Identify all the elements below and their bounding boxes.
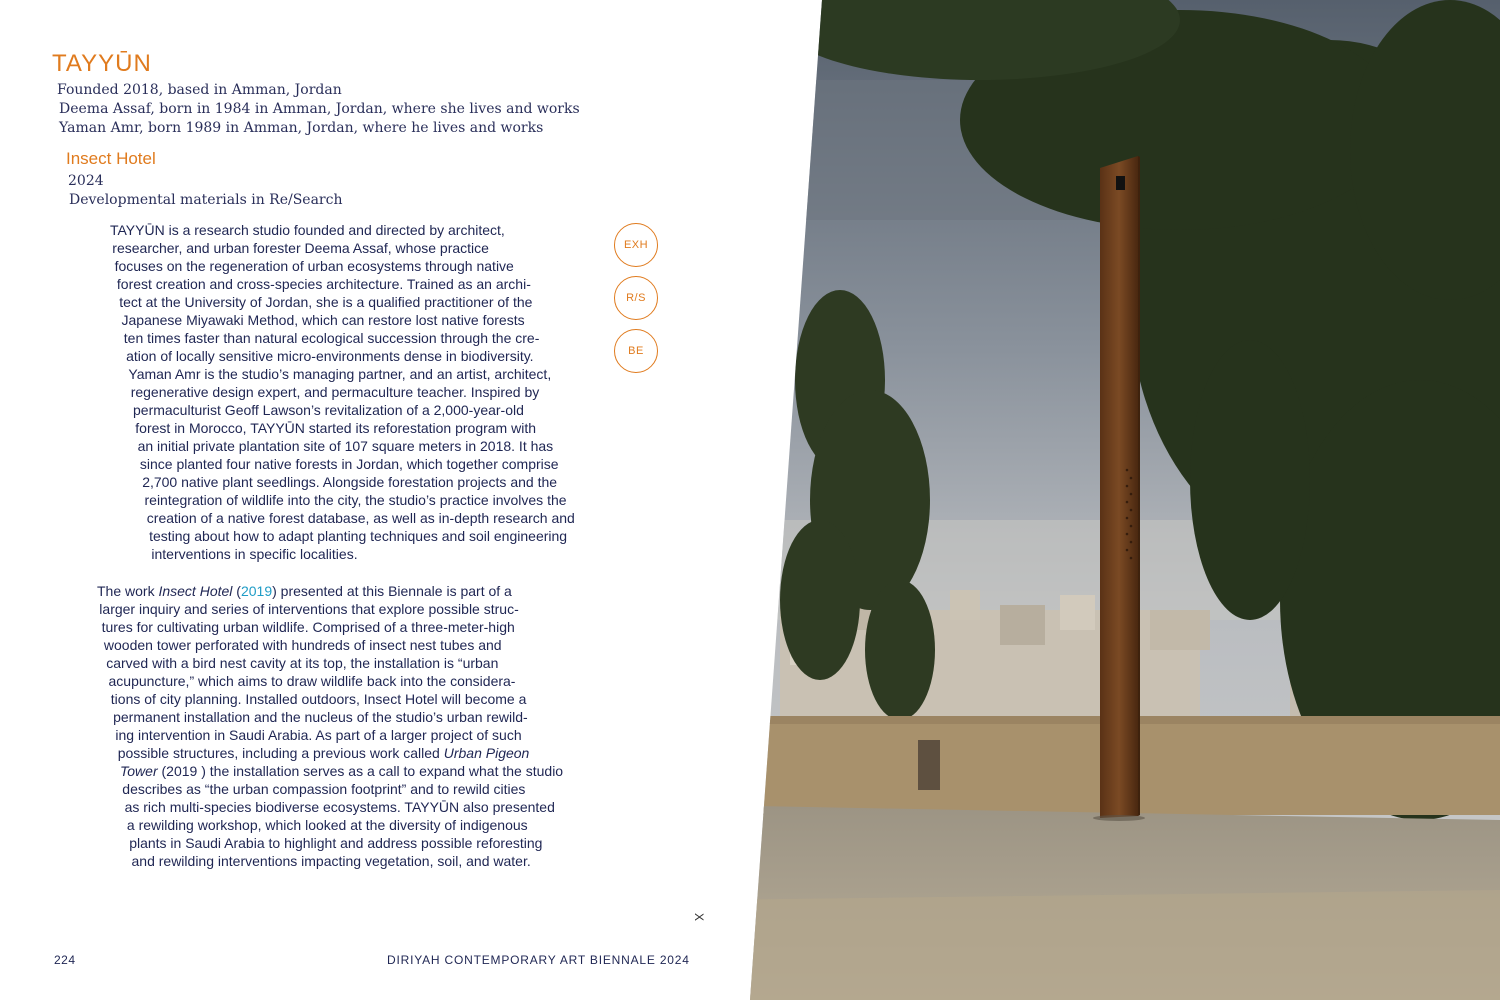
paragraph-line bbox=[106, 654, 563, 672]
text-run: ) presented at this Biennale is part of a bbox=[272, 583, 512, 599]
bio-line-founded: Founded 2018, based in Amman, Jordan bbox=[57, 82, 342, 98]
paragraph-line bbox=[127, 816, 563, 834]
paragraph-line: regenerative design expert, and permaculture teacher. Inspired by bbox=[130, 384, 540, 400]
paragraph-line bbox=[122, 780, 563, 798]
paragraph-line bbox=[113, 708, 563, 726]
text-run: tures for cultivating urban wildlife. Comprised of a three-meter-high bbox=[101, 619, 515, 635]
running-footer: DIRIYAH CONTEMPORARY ART BIENNALE 2024 bbox=[387, 953, 690, 967]
paragraph-line: ten times faster than natural ecological succession through the cre- bbox=[123, 330, 540, 346]
paragraph-line: forest in Morocco, TAYYŪN started its reforestation program with bbox=[135, 420, 536, 436]
paragraph-line: TAYYŪN is a research studio founded and directed by architect, bbox=[110, 222, 505, 238]
text-run: ( bbox=[232, 583, 241, 599]
paragraph-line: focuses on the regeneration of urban ecosystems through native bbox=[114, 258, 514, 274]
bio-line-deema: Deema Assaf, born in 1984 in Amman, Jordan, where she lives and works bbox=[59, 101, 580, 117]
paragraph-line: testing about how to adapt planting techniques and soil engineering bbox=[149, 528, 568, 544]
text-run: wooden tower perforated with hundreds of insect nest tubes and bbox=[103, 637, 502, 653]
text-run: tions of city planning. Installed outdoors, Insect Hotel will become a bbox=[110, 691, 527, 707]
text-run: possible structures, including a previous work called bbox=[117, 745, 444, 761]
paragraph-line: reintegration of wildlife into the city, the studio’s practice involves the bbox=[144, 492, 567, 508]
paragraph-line bbox=[132, 852, 564, 870]
paragraph-line bbox=[125, 798, 564, 816]
badge-rs: R/S bbox=[614, 276, 658, 320]
text-run: and rewilding interventions impacting vegetation, soil, and water. bbox=[131, 853, 531, 869]
paragraph-line bbox=[120, 762, 563, 780]
paragraph-line bbox=[102, 618, 564, 636]
text-run: carved with a bird nest cavity at its top, the installation is “urban bbox=[106, 655, 499, 671]
text-run: The work bbox=[97, 583, 159, 599]
wooden-tower bbox=[1100, 156, 1138, 818]
paragraph-line: Japanese Miyawaki Method, which can restore lost native forests bbox=[121, 312, 525, 328]
paragraph-line bbox=[111, 690, 563, 708]
paragraph-line: forest creation and cross-species architecture. Trained as an archi- bbox=[116, 276, 531, 292]
paragraph-line bbox=[129, 834, 563, 852]
text-run: (2019 ) the installation serves as a call to expand what the studio bbox=[157, 763, 564, 779]
paragraph-line bbox=[118, 744, 563, 762]
paragraph-line: since planted four native forests in Jordan, which together comprise bbox=[139, 456, 559, 472]
paragraph-line: permaculturist Geoff Lawson’s revitalization of a 2,000-year-old bbox=[133, 402, 524, 418]
paragraph-line: Yaman Amr is the studio’s managing partner, and an artist, architect, bbox=[128, 366, 552, 382]
text-run: permanent installation and the nucleus of the studio’s urban rewild- bbox=[113, 709, 528, 725]
paragraph-line: an initial private plantation site of 107 square meters in 2018. It has bbox=[137, 438, 554, 454]
work-year: 2024 bbox=[68, 173, 104, 189]
badge-exh: EXH bbox=[614, 223, 658, 267]
work-title-italic: Insect Hotel bbox=[158, 583, 233, 599]
reference-link[interactable]: 2019 bbox=[240, 583, 273, 599]
paragraph-line bbox=[109, 672, 564, 690]
paragraph-line bbox=[115, 726, 563, 744]
work-meta bbox=[68, 172, 342, 210]
artist-bio bbox=[57, 81, 580, 138]
paragraph-line: researcher, and urban forester Deema Assaf, whose practice bbox=[112, 240, 489, 256]
text-run: larger inquiry and series of interventions that explore possible struc- bbox=[99, 601, 519, 617]
text-run: describes as “the urban compassion footprint” and to rewild cities bbox=[122, 781, 526, 797]
work-title-italic: Tower bbox=[120, 763, 158, 779]
text-run: ing intervention in Saudi Arabia. As part of a larger project of such bbox=[115, 727, 522, 743]
paragraph-line bbox=[99, 600, 563, 618]
paragraph-work-description bbox=[0, 582, 563, 870]
paragraph-line: tect at the University of Jordan, she is a qualified practitioner of the bbox=[119, 294, 533, 310]
paragraph-line bbox=[104, 636, 563, 654]
paragraph-line bbox=[97, 582, 563, 600]
work-title-italic: Urban Pigeon bbox=[443, 745, 530, 761]
paragraph-line: 2,700 native plant seedlings. Alongside forestation projects and the bbox=[142, 474, 558, 490]
text-run: a rewilding workshop, which looked at the diversity of indigenous bbox=[126, 817, 528, 833]
x-mark: X bbox=[692, 912, 707, 922]
badge-be: BE bbox=[614, 329, 658, 373]
paragraph-line: creation of a native forest database, as well as in-depth research and bbox=[146, 510, 575, 526]
paragraph-studio-description bbox=[0, 221, 575, 563]
text-run: acupuncture,” which aims to draw wildlife back into the considera- bbox=[108, 673, 516, 689]
bio-line-yaman: Yaman Amr, born 1989 in Amman, Jordan, where he lives and works bbox=[59, 120, 544, 136]
page-number: 224 bbox=[54, 953, 76, 967]
paragraph-line: interventions in specific localities. bbox=[151, 546, 358, 562]
text-run: as rich multi-species biodiverse ecosystems. TAYYŪN also presented bbox=[124, 799, 555, 815]
paragraph-line: ation of locally sensitive micro-environments dense in biodiversity. bbox=[126, 348, 534, 364]
text-run: plants in Saudi Arabia to highlight and address possible reforesting bbox=[129, 835, 543, 851]
work-title: Insect Hotel bbox=[66, 149, 156, 168]
work-medium: Developmental materials in Re/Search bbox=[69, 192, 343, 208]
artist-name: TAYYŪN bbox=[52, 50, 152, 77]
